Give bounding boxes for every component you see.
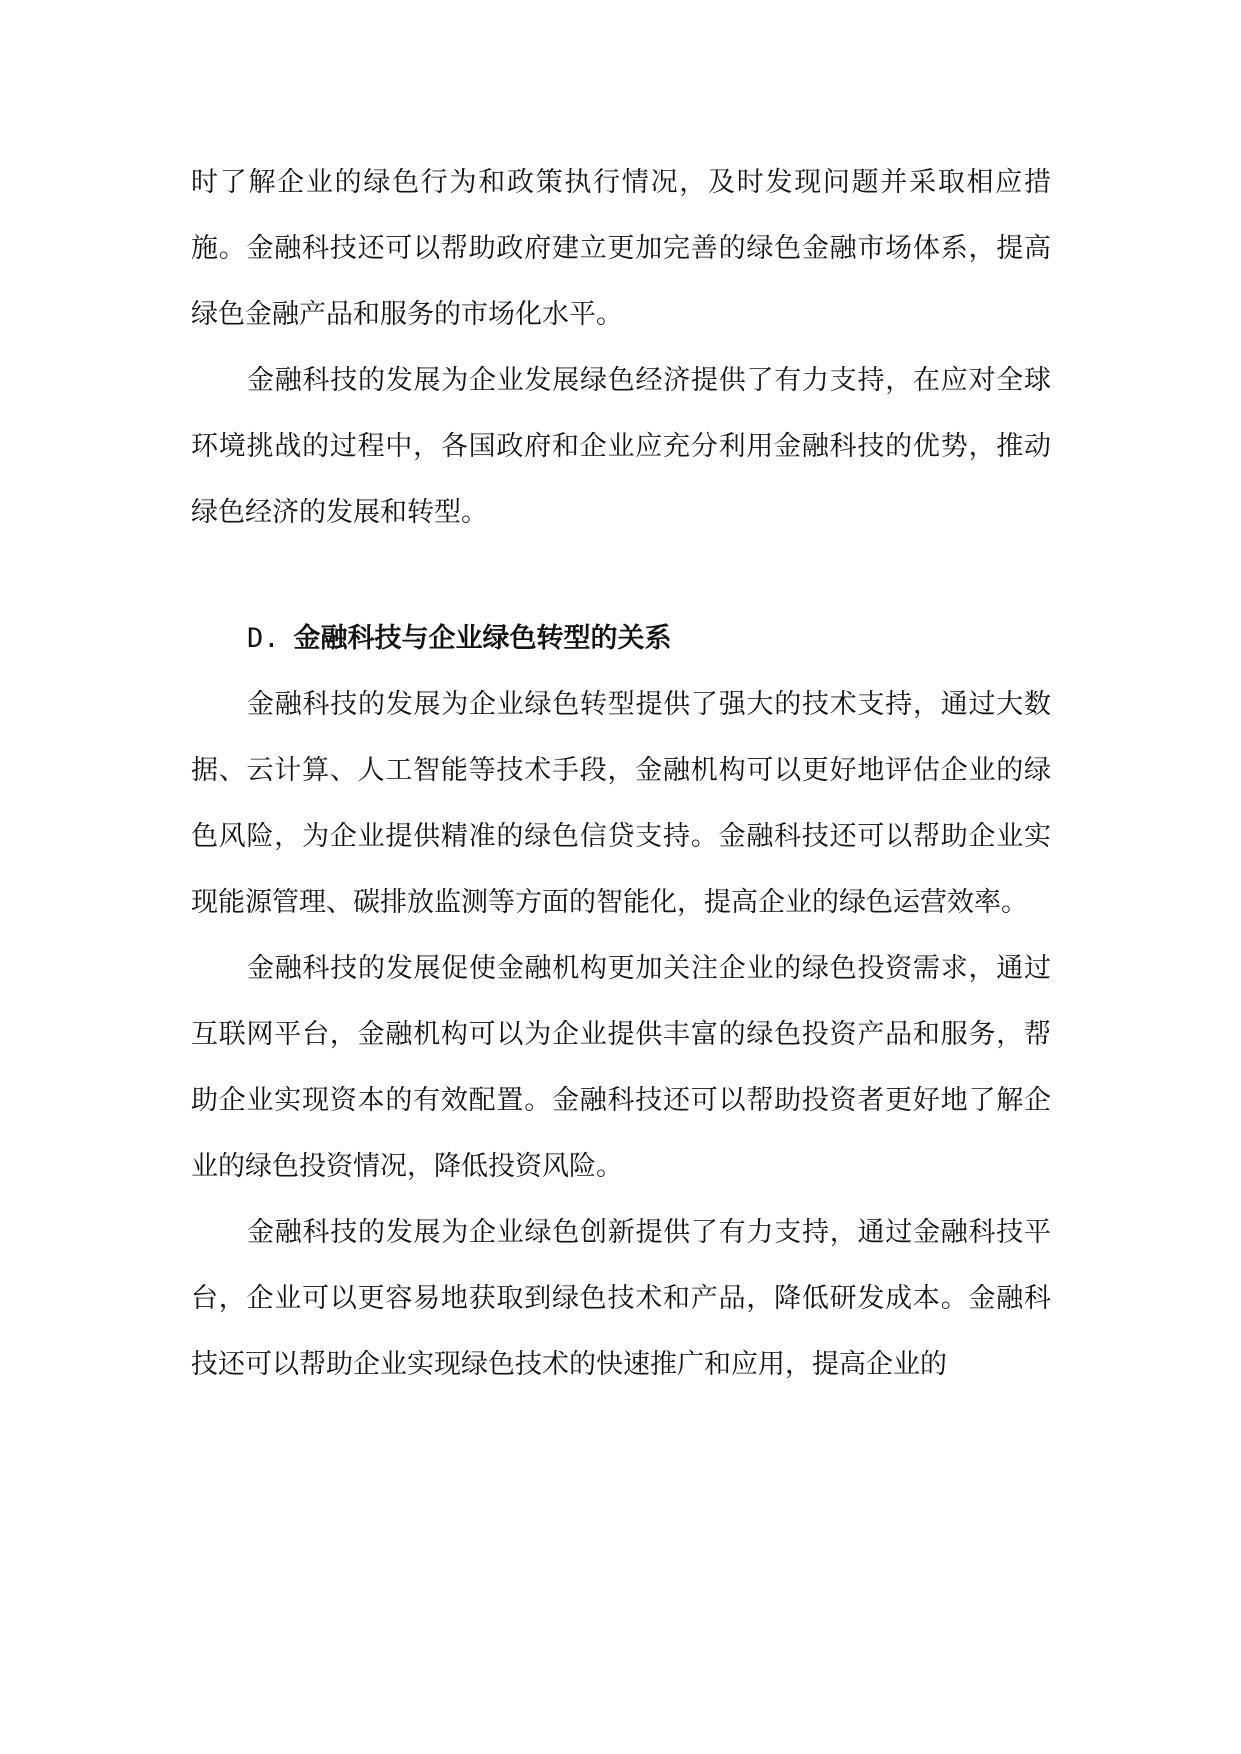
paragraph: 金融科技的发展促使金融机构更加关注企业的绿色投资需求，通过互联网平台，金融机构可以为企业提供丰富的绿色投资产品和服务，帮助企业实现资本的有效配置。金融科技还可以帮助投资者更好地了解企业的绿色投资情况，降低投资风险。 — [191, 953, 1051, 1182]
paragraph: 金融科技的发展为企业绿色创新提供了有力支持，通过金融科技平台，企业可以更容易地获取到绿色技术和产品，降低研发成本。金融科技还可以帮助企业实现绿色技术的快速推广和应用，提高企业的 — [191, 1217, 1051, 1380]
section-label: D. — [247, 623, 280, 654]
paragraph: 金融科技的发展为企业绿色转型提供了强大的技术支持，通过大数据、云计算、人工智能等技术手段，金融机构可以更好地评估企业的绿色风险，为企业提供精准的绿色信贷支持。金融科技还可以帮助企业实现能源管理、碳排放监测等方面的智能化，提高企业的绿色运营效率。 — [191, 689, 1051, 918]
section-heading — [191, 606, 1051, 672]
document-body — [191, 150, 1051, 1398]
paragraph: 金融科技的发展为企业发展绿色经济提供了有力支持，在应对全球环境挑战的过程中，各国政府和企业应充分利用金融科技的优势，推动绿色经济的发展和转型。 — [191, 365, 1051, 528]
section-title: 金融科技与企业绿色转型的关系 — [293, 623, 672, 654]
paragraph-continued: 时了解企业的绿色行为和政策执行情况，及时发现问题并采取相应措施。金融科技还可以帮助政府建立更加完善的绿色金融市场体系，提高绿色金融产品和服务的市场化水平。 — [191, 167, 1051, 330]
